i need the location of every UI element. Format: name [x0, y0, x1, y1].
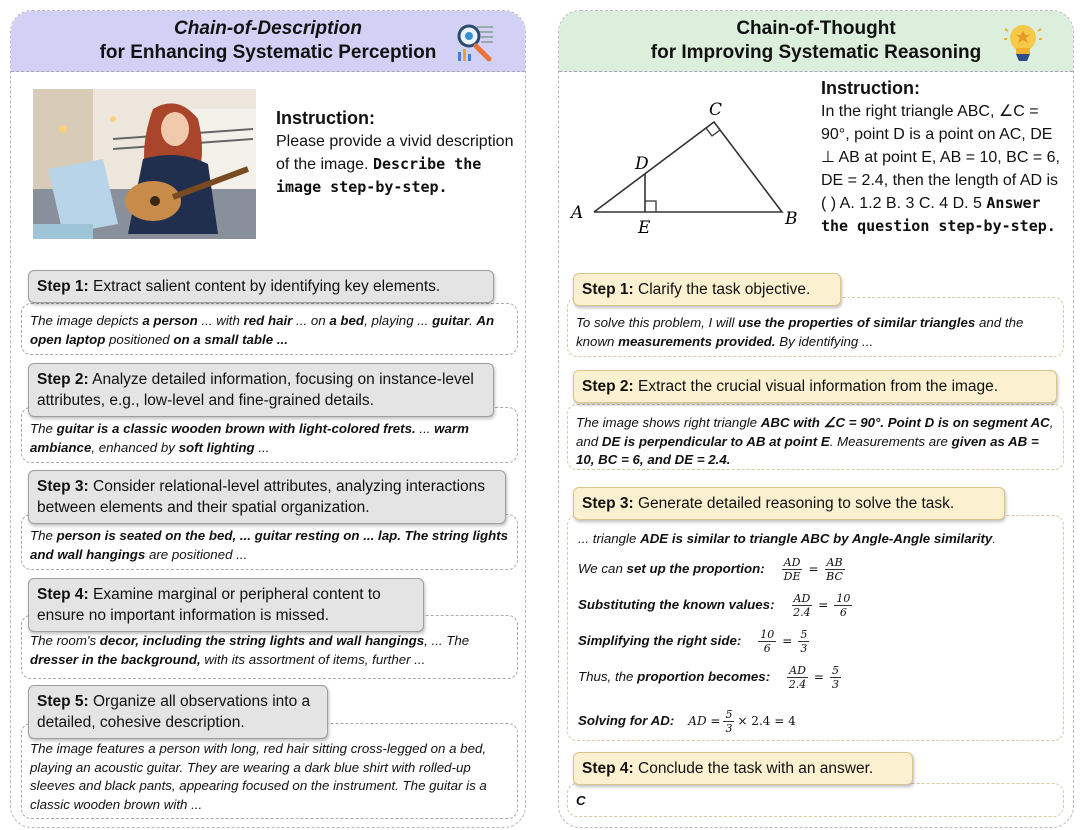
equals-sign: = [813, 670, 824, 685]
math-rest: × 2.4 = 4 [737, 714, 796, 729]
guitar-player-photo [33, 89, 256, 239]
step-header [28, 470, 506, 524]
text-segment: Thus, the [578, 669, 638, 685]
instruction-text: In the right triangle ABC, ∠C = 90°, point D is a point on AC, DE ⊥ AB at point E, AB = 10, BC = 6, DE = 2.4, then the length of AD is ( ) A. 1.2 B. 3 C. 4 D. 5 [821, 103, 1060, 212]
bold-text: person is seated on the bed, ... guitar resting on ... lap. The string lights and wall hangings [30, 528, 509, 562]
fraction [787, 664, 808, 691]
fraction [723, 708, 734, 735]
math-row-text [578, 632, 741, 651]
step-title: Conclude the task with an answer. [638, 760, 874, 777]
math-row-text [578, 560, 765, 579]
numerator: AD [793, 592, 811, 605]
instruction-heading: Instruction: [276, 108, 375, 128]
numerator: 5 [800, 628, 808, 641]
denominator: 6 [839, 606, 847, 619]
text-segment: and the known [576, 315, 1024, 349]
math-row-text [578, 668, 770, 687]
vertex-label-e: E [638, 218, 651, 238]
text-segment: The [30, 528, 57, 543]
step-label: Step 4: [37, 586, 89, 603]
panel-title-line1: Chain-of-Description [174, 18, 362, 39]
step-label: Step 3: [37, 478, 89, 495]
lightbulb-icon [1003, 21, 1043, 63]
bold-text: ABC with ∠C = 90°. Point D is on segment AC [760, 415, 1050, 430]
proportion-equation [779, 556, 848, 583]
step-title: Consider relational-level attributes, analyzing interactions between elements and their spatial organization. [37, 478, 486, 516]
math-row-text [578, 596, 775, 615]
equals-sign: = [808, 562, 819, 577]
text-segment: , and [576, 415, 1054, 449]
step-header [28, 685, 328, 739]
instruction-emphasis: Describe the image step-by-step. [276, 155, 482, 196]
solve-label: Solving for AD: [578, 713, 675, 729]
step-body [21, 303, 518, 355]
step-label: Step 2: [37, 371, 89, 388]
bold-text: guitar [432, 313, 469, 328]
panel-header [559, 11, 1073, 72]
text-segment: The room's [30, 633, 100, 648]
bold-text: a person [142, 313, 198, 328]
denominator: 3 [725, 722, 733, 735]
text-segment: , playing ... [364, 313, 433, 328]
step-body [567, 515, 1064, 741]
math-row [578, 556, 848, 583]
panel-header [11, 11, 525, 72]
denominator: BC [826, 570, 843, 583]
step-header [28, 363, 494, 417]
step-body [567, 783, 1064, 817]
denominator: DE [783, 570, 801, 583]
fraction [782, 556, 803, 583]
vertex-label-b: B [785, 209, 798, 229]
numerator: AD [789, 664, 806, 677]
step-header [28, 578, 424, 632]
solve-row [578, 708, 796, 735]
step-body [567, 297, 1064, 357]
instruction-block [276, 107, 516, 199]
step-header [28, 270, 494, 303]
denominator: 2.4 [793, 606, 811, 619]
bold-text: set up the proportion: [626, 561, 765, 577]
equals-sign: = [818, 598, 829, 613]
step-label: Step 1: [37, 278, 89, 295]
text-segment: ... with [197, 313, 244, 328]
step-header [573, 752, 913, 785]
step-label: Step 3: [582, 495, 634, 512]
text-segment: , ... The [424, 633, 470, 648]
step-title: Clarify the task objective. [638, 281, 811, 298]
step-body [567, 404, 1064, 470]
bold-text: dresser in the background, [30, 651, 201, 667]
magnifier-chart-icon [455, 21, 495, 63]
proportion-equation [789, 592, 856, 619]
math-row [578, 628, 812, 655]
bold-text: C [576, 793, 586, 808]
instruction-text: Please provide a vivid description of the image. [276, 133, 514, 173]
bold-text: guitar is a classic wooden brown with light-colored frets. [56, 421, 416, 436]
step-title: Organize all observations into a detailed, cohesive description. [37, 693, 311, 731]
vertex-label-d: D [635, 154, 649, 174]
panel-title-line2: for Improving Systematic Reasoning [650, 42, 982, 63]
denominator: 6 [763, 642, 771, 655]
step-title: Generate detailed reasoning to solve the task. [638, 495, 955, 512]
step-header [573, 273, 841, 306]
step-label: Step 4: [582, 760, 634, 777]
bold-text: given as AB = 10, BC = 6, and DE = 2.4. [576, 433, 1039, 467]
text-segment: The image shows right triangle [576, 415, 761, 430]
text-segment: ... triangle [578, 531, 641, 546]
text-segment: . [992, 531, 996, 546]
math-lhs: AD = [688, 714, 721, 729]
step-title: Analyze detailed information, focusing on instance-level attributes, e.g., low-level and fine-grained details. [37, 371, 474, 409]
bold-text: DE is perpendicular to AB at point E [601, 433, 830, 449]
panel-title-line1: Chain-of-Thought [736, 18, 896, 39]
bold-text: decor, including the string lights and wall hangings [99, 633, 425, 648]
triangle-diagram [567, 91, 812, 241]
text-segment: . [469, 313, 477, 328]
proportion-equation [784, 664, 844, 691]
bold-text: ADE is similar to triangle ABC by Angle-Angle similarity [640, 531, 993, 546]
fraction [825, 556, 845, 583]
step-label: Step 2: [582, 378, 634, 395]
bold-text: a bed [329, 313, 365, 328]
step-title: Examine marginal or peripheral content to ensure no important information is missed. [37, 586, 381, 624]
denominator: 3 [831, 678, 839, 691]
reasoning-intro [578, 530, 996, 549]
text-segment: By identifying ... [775, 333, 874, 349]
bold-text: soft lighting [178, 439, 255, 455]
denominator: 3 [800, 642, 808, 655]
text-segment: The image depicts [30, 313, 143, 328]
step-label: Step 1: [582, 281, 634, 298]
text-segment: . Measurements are [829, 433, 952, 449]
bold-text: use the properties of similar triangles [738, 315, 976, 330]
fraction [834, 592, 852, 619]
step-header [573, 487, 1005, 520]
bold-text: warm ambiance [30, 421, 469, 455]
numerator: 5 [725, 708, 733, 721]
text-segment: ... [415, 421, 435, 436]
panel-title-line2: for Enhancing Systematic Perception [99, 42, 437, 63]
bold-text: proportion becomes: [637, 669, 771, 685]
bold-text: Simplifying the right side: [578, 633, 742, 649]
equals-sign: = [782, 634, 793, 649]
text-segment: are positioned ... [145, 546, 248, 562]
instruction-block [821, 77, 1066, 238]
bold-text: red hair [243, 313, 293, 328]
text-segment: To solve this problem, I will [576, 315, 739, 330]
math-row [578, 592, 855, 619]
text-segment: ... on [292, 313, 330, 328]
fraction [792, 592, 813, 619]
text-segment: positioned [105, 331, 174, 347]
numerator: 5 [831, 664, 839, 677]
instruction-heading: Instruction: [821, 78, 920, 98]
denominator: 2.4 [788, 678, 807, 691]
bold-text: Substituting the known values: [578, 597, 775, 613]
text-segment: with its assortment of items, further ... [200, 651, 426, 667]
math-row [578, 664, 844, 691]
step-label: Step 5: [37, 693, 89, 710]
bold-text: on a small table ... [173, 331, 288, 347]
vertex-label-c: C [709, 100, 723, 120]
numerator: 10 [760, 628, 775, 641]
proportion-equation [755, 628, 812, 655]
bold-text: measurements provided. [618, 333, 776, 349]
text-segment: The image features a person with long, red hair sitting cross-legged on a bed, playing an acoustic guitar. They are wearing a dark blue shirt with rolled-up sleeves and black pants, appearing focused on the instrument. The guitar is a classic wooden brown with ... [30, 741, 487, 812]
fraction [758, 628, 776, 655]
text-segment: We can [578, 561, 627, 577]
step-title: Extract salient content by identifying key elements. [93, 278, 441, 295]
numerator: AD [783, 556, 801, 569]
numerator: 10 [836, 592, 851, 605]
chain-of-thought-panel [558, 10, 1074, 828]
bold-text: An open laptop [30, 313, 495, 347]
fraction [830, 664, 841, 691]
vertex-label-a: A [571, 203, 584, 223]
step-header [573, 370, 1057, 403]
text-segment: ... [254, 439, 270, 455]
instruction-emphasis: Answer the question step-by-step. [821, 194, 1056, 235]
text-segment: , enhanced by [91, 439, 179, 455]
text-segment: The [30, 421, 57, 436]
numerator: AB [826, 556, 843, 569]
solve-equation [688, 708, 795, 735]
step-title: Extract the crucial visual information from the image. [638, 378, 999, 395]
chain-of-description-panel [10, 10, 526, 828]
fraction [798, 628, 809, 655]
